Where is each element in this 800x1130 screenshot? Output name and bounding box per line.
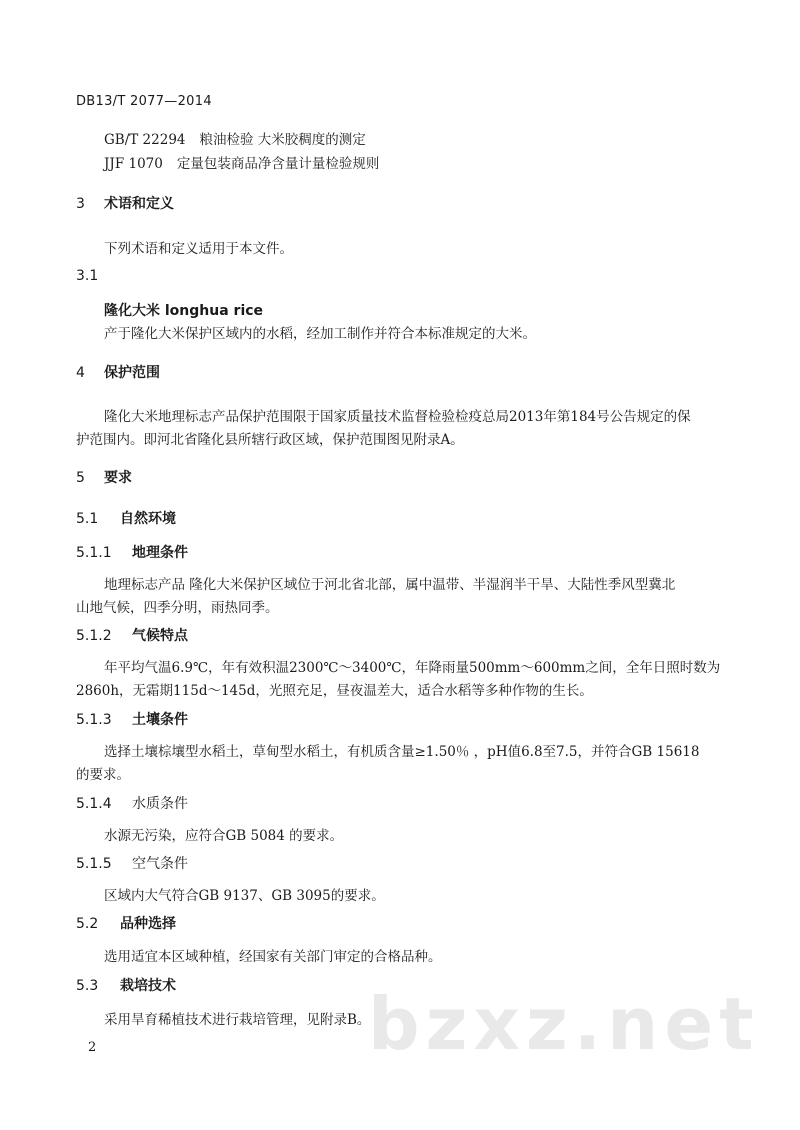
section-number: 5 [76, 470, 85, 486]
paragraph-line: 地理标志产品 隆化大米保护区域位于河北省北部，属中温带、半湿润半干旱、大陆性季风型冀北 [104, 577, 676, 593]
standard-code-header: DB13/T 2077—2014 [76, 94, 212, 109]
clause-number: 5.1.3 [76, 712, 112, 728]
paragraph-line: 区域内大气符合GB 9137、GB 3095的要求。 [104, 888, 385, 904]
reference-title: 定量包装商品净含量计量检验规则 [176, 156, 380, 172]
subsection-heading [76, 913, 176, 933]
page-number: 2 [88, 1040, 97, 1055]
paragraph-line: 2860h，无霜期115d～145d，光照充足，昼夜温差大，适合水稻等多种作物的生长。 [76, 683, 593, 699]
reference-code: GB/T 22294 [104, 132, 186, 148]
paragraph-line: 的要求。 [76, 767, 130, 783]
term-number: 3.1 [76, 268, 99, 284]
clause-heading [76, 793, 188, 813]
paragraph-line: 隆化大米地理标志产品保护范围限于国家质量技术监督检验检疫总局2013年第184号公告规定的保 [104, 409, 691, 425]
paragraph-line: 水源无污染，应符合GB 5084 的要求。 [104, 828, 344, 844]
section-number: 4 [76, 365, 85, 381]
clause-title: 土壤条件 [132, 712, 188, 728]
clause-title: 空气条件 [132, 856, 188, 872]
subsection-number: 5.3 [76, 978, 99, 994]
clause-heading [76, 625, 188, 645]
subsection-title: 品种选择 [120, 916, 176, 932]
paragraph-line: 选择土壤棕壤型水稻土，草甸型水稻土，有机质含量≥1.50％ ，pH值6.8至7.5，并符合GB 15618 [104, 744, 700, 760]
paragraph-line: 年平均气温6.9℃，年有效积温2300℃～3400℃，年降雨量500mm～600mm之间，全年日照时数为 [104, 660, 721, 676]
paragraph-line: 山地气候，四季分明，雨热同季。 [76, 600, 279, 616]
clause-number: 5.1.4 [76, 796, 112, 812]
clause-number: 5.1.2 [76, 628, 112, 644]
clause-heading [76, 853, 188, 873]
paragraph-line: 选用适宜本区域种植，经国家有关部门审定的合格品种。 [104, 949, 442, 965]
reference-code: JJF 1070 [104, 156, 163, 172]
paragraph-line: 护范围内。即河北省隆化县所辖行政区域，保护范围图见附录A。 [76, 432, 464, 448]
term-title: 隆化大米 longhua rice [104, 303, 264, 319]
subsection-heading [76, 508, 176, 528]
clause-number: 5.1.1 [76, 545, 112, 561]
section-number: 3 [76, 196, 85, 212]
reference-line [104, 152, 379, 172]
subsection-title: 自然环境 [120, 511, 176, 527]
subsection-number: 5.2 [76, 916, 99, 932]
watermark: bzxz.net [368, 982, 760, 1066]
reference-title: 粮油检验 大米胶稠度的测定 [199, 132, 366, 148]
section-heading [76, 467, 132, 487]
section-title: 术语和定义 [104, 196, 174, 212]
clause-heading [76, 709, 188, 729]
paragraph-line: 采用旱育稀植技术进行栽培管理，见附录B。 [104, 1012, 371, 1028]
clause-title: 水质条件 [132, 796, 188, 812]
section-heading [76, 362, 160, 382]
section-title: 要求 [104, 470, 132, 486]
subsection-heading [76, 975, 176, 995]
subsection-title: 栽培技术 [120, 978, 176, 994]
reference-line [104, 128, 366, 148]
section-title: 保护范围 [104, 365, 160, 381]
paragraph-line: 下列术语和定义适用于本文件。 [104, 241, 293, 257]
clause-number: 5.1.5 [76, 856, 112, 872]
clause-title: 地理条件 [132, 545, 188, 561]
subsection-number: 5.1 [76, 511, 99, 527]
clause-title: 气候特点 [132, 628, 188, 644]
section-heading [76, 193, 174, 213]
clause-heading [76, 542, 188, 562]
term-definition: 产于隆化大米保护区域内的水稻，经加工制作并符合本标准规定的大米。 [104, 326, 536, 342]
